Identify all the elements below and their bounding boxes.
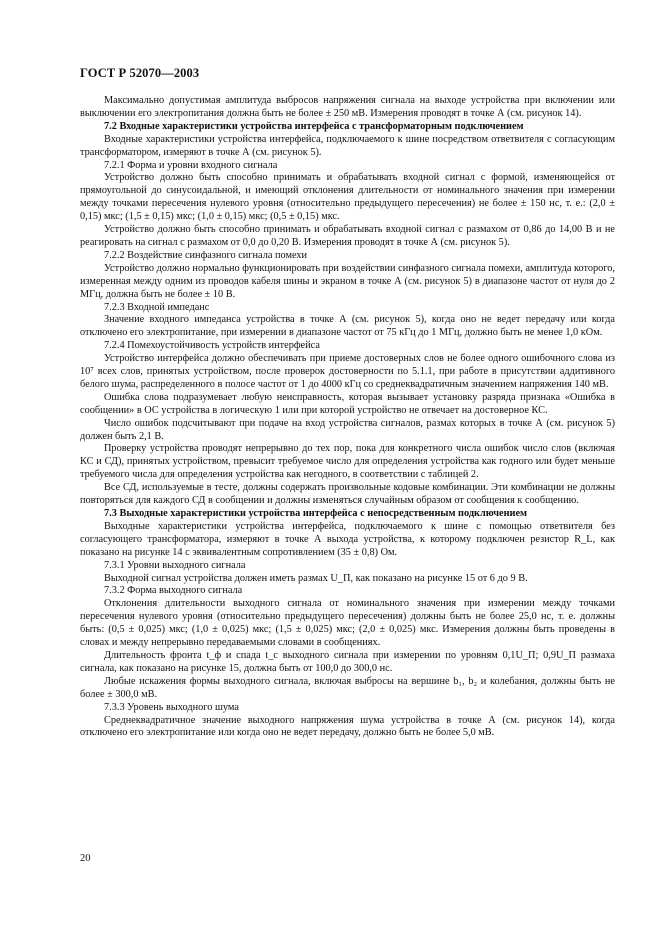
paragraph: Значение входного импеданса устройства в точке А (см. рисунок 5), когда оно не ведет передачу или когда отключено его электропитание, при измерении в диапазоне частот от 75 кГц до 1 МГц, должно быть не менее 1,0 кОм. bbox=[80, 314, 615, 339]
subsection-heading: 7.3.1 Уровни выходного сигнала bbox=[104, 559, 246, 571]
paragraph: Входные характеристики устройства интерфейса, подключаемого к шине посредством ответвителя с согласующим трансформатором, измеряют в точке А (см. рисунок 5). bbox=[80, 133, 615, 158]
subsection-heading: 7.2.1 Форма и уровни входного сигнала bbox=[104, 159, 278, 171]
section-heading: 7.3 Выходные характеристики устройства интерфейса с непосредственным подключением bbox=[104, 508, 528, 519]
subsection-heading: 7.3.3 Уровень выходного шума bbox=[104, 701, 239, 713]
subsection-heading: 7.2.4 Помехоустойчивость устройств интерфейса bbox=[104, 340, 320, 352]
document-body bbox=[80, 95, 615, 740]
paragraph: Выходной сигнал устройства должен иметь размах U_П, как показано на рисунке 15 от 6 до 9 В. bbox=[104, 572, 528, 584]
paragraph: Ошибка слова подразумевает любую неисправность, которая вызывает установку разряда признака «Ошибка в сообщении» в ОС устройства в логическую 1 или при которой устройство не отвечает на достоверное КС. bbox=[80, 391, 615, 416]
paragraph: Число ошибок подсчитывают при подаче на вход устройства сигналов, размах которых в точке А (см. рисунок 5) должен быть 2,1 В. bbox=[80, 417, 615, 442]
paragraph: Максимально допустимая амплитуда выбросов напряжения сигнала на выходе устройства при включении или выключении его электропитания должна быть не более ± 250 мВ. Измерения проводят в точке А (см. рисунок 14). bbox=[80, 95, 615, 119]
standard-header: ГОСТ Р 52070—2003 bbox=[80, 66, 200, 80]
paragraph: Выходные характеристики устройства интерфейса, подключаемого к шине с помощью ответвителя без согласующего трансформатора, измеряют в точке А выхода устройства, к которому подключен резистор R_L, как показано на рисунке 14 с эквивалентным сопротивлением (35 ± 0,8) Ом. bbox=[80, 520, 615, 558]
section-heading: 7.2 Входные характеристики устройства интерфейса с трансформаторным подключением bbox=[104, 120, 524, 132]
page-number: 20 bbox=[80, 853, 91, 864]
paragraph: Устройство должно быть способно принимать и обрабатывать входной сигнал с размахом от 0,86 до 14,00 В и не реагировать на сигнал с размахом от 0,0 до 0,20 В. Измерения проводят в точке А (см. рисунок 5). bbox=[80, 224, 615, 248]
subsection-heading: 7.2.3 Входной импеданс bbox=[104, 301, 210, 313]
paragraph: Длительность фронта t_ф и спада t_с выходного сигнала при измерении по уровням 0,1U_П; 0,9U_П размаха сигнала, как показано на рисунке 15, должна быть от 100,0 до 300,0 нс. bbox=[80, 649, 615, 674]
subsection-heading: 7.2.2 Воздействие синфазного сигнала помехи bbox=[104, 249, 308, 261]
subsection-heading: 7.3.2 Форма выходного сигнала bbox=[104, 585, 243, 597]
paragraph: Отклонения длительности выходного сигнала от номинального значения при измерении между точками пересечения нулевого уровня (относительно предыдущего пересечения) должны быть не более 25,0 нс, т. е. должны быть: (0,5 ± 0,025) мкс; (1,0 ± 0,025) мкс; (1,5 ± 0,025) мкс; (2,0 ± 0,025) мкс. Измерения должны быть проведены в словах и между непрерывно передаваемыми словами в сообщениях. bbox=[80, 598, 615, 649]
paragraph: Все СД, используемые в тесте, должны содержать произвольные кодовые комбинации. Эти комбинации не должны повторяться для каждого СД в сообщении и должны изменяться случайным образом от сообщения к сообщению. bbox=[80, 482, 615, 507]
paragraph: Устройство интерфейса должно обеспечивать при приеме достоверных слов не более одного ошибочного слова из 10⁷ всех слов, принятых устройством, после проверок достоверности по 5.1.1, при работе в присутствии аддитивного белого шума, распределенного в полосе частот от 1 до 4000 кГц со среднеквадратичным значением напряжения 140 мВ. bbox=[80, 353, 615, 390]
paragraph: Проверку устройства проводят непрерывно до тех пор, пока для конкретного числа ошибок число слов (включая КС и СД), принятых устройством, превысит требуемое число для определения устройства как годного или будет меньше требуемого числа для определения устройства как негодного, в соответствии с таблицей 2. bbox=[80, 443, 615, 481]
paragraph: Среднеквадратичное значение выходного напряжения шума устройства в точке А (см. рисунок 14), когда отключено его электропитание или когда оно не ведет передачу, должно быть не более 5,0 мВ. bbox=[80, 714, 615, 739]
paragraph: Устройство должно нормально функционировать при воздействии синфазного сигнала помехи, амплитуда которого, измеренная между одним из проводов кабеля шины и экраном в точке А (см. рисунок 5) в диапазоне частот от нуля до 2 МГц, должна быть не более ± 10 В. bbox=[80, 262, 615, 300]
paragraph: Устройство должно быть способно принимать и обрабатывать входной сигнал с формой, изменяющейся от прямоугольной до синусоидальной, и имеющий отклонения длительности от номинального значения при измерении между точками пересечения нулевого уровня (относительно предыдущего пересечения) не более ± 150 нс, т. е.: (2,0 ± 0,15) мкс; (1,5 ± 0,15) мкс; (1,0 ± 0,15) мкс; (0,5 ± 0,15) мкс. bbox=[80, 172, 615, 223]
paragraph: Любые искажения формы выходного сигнала, включая выбросы на вершине b₁, b₂ и колебания, должны быть не более ± 300,0 мВ. bbox=[80, 675, 615, 700]
